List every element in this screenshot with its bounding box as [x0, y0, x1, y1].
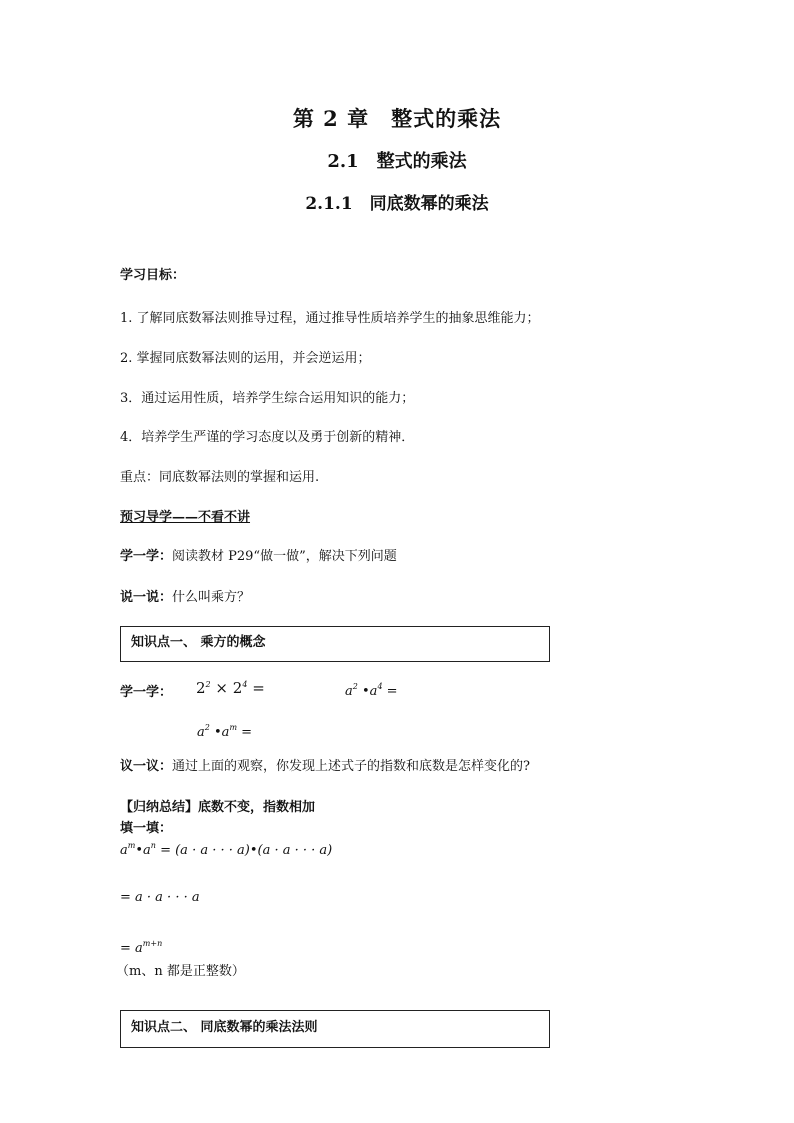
expr-a2-dot-am: $a^2$ $•a^m$ =: [197, 723, 253, 740]
chapter-title: 第 2 章 整式的乘法: [292, 106, 502, 131]
knowledge-2-title: 知识点二、 同底数幂的乘法法则: [131, 1020, 318, 1035]
objective-item: 4．培养学生严谨的学习态度以及勇于创新的精神．: [120, 430, 415, 445]
fill-formula-line-3: = $a^{m+n}$: [120, 939, 163, 956]
fill-formula-line-2: = a · a · · · a: [120, 890, 200, 905]
expr-a2-dot-a4: $a^2$ $•a^4$ =: [345, 682, 398, 699]
say-label: 说一说：: [120, 590, 173, 605]
objective-item: 3．通过运用性质，培养学生综合运用知识的能力；: [120, 391, 415, 406]
knowledge-box-1: [120, 626, 550, 662]
discuss-label: 议一议：: [120, 759, 173, 774]
learn-label: 学一学：: [120, 549, 173, 564]
fill-note: （m、n 都是正整数）: [116, 964, 245, 979]
expr-2sq-times-2pow4: $2^2 \times 2^4$ =: [196, 679, 265, 697]
say-line: [120, 586, 250, 605]
key-point: 重点：同底数幂法则的掌握和运用.: [120, 470, 320, 485]
knowledge-box-2: [120, 1010, 550, 1048]
section-title: 2.1 整式的乘法: [327, 151, 467, 172]
summary-label: 【归纳总结】: [120, 800, 199, 815]
preview-title: 预习导学——不看不讲: [120, 510, 251, 525]
discuss-text: 通过上面的观察，你发现上述式子的指数和底数是怎样变化的?: [172, 759, 530, 774]
summary-text: 底数不变，指数相加: [198, 800, 316, 815]
learn-line: [120, 545, 397, 564]
summary-line: [120, 796, 315, 815]
knowledge-1-title: 知识点一、 乘方的概念: [131, 635, 266, 650]
subsection-title: 2.1.1 同底数幂的乘法: [305, 194, 489, 214]
discuss-line: [120, 755, 530, 774]
objective-item: 1. 了解同底数幂法则推导过程，通过推导性质培养学生的抽象思维能力；: [120, 311, 540, 326]
say-text: 什么叫乘方？: [172, 590, 251, 605]
exercise-label: 学一学：: [120, 685, 173, 700]
objectives-title: 学习目标：: [120, 268, 186, 283]
fill-label: 填一填：: [120, 821, 173, 836]
objective-item: 2. 掌握同底数幂法则的运用，并会逆运用；: [120, 351, 371, 366]
learn-text: 阅读教材 P29“做一做”，解决下列问题: [172, 549, 397, 564]
fill-formula-line-1: $a^m•a^n = (a \cdot a$ · · · a)•(a · a · · · a): [120, 841, 333, 858]
